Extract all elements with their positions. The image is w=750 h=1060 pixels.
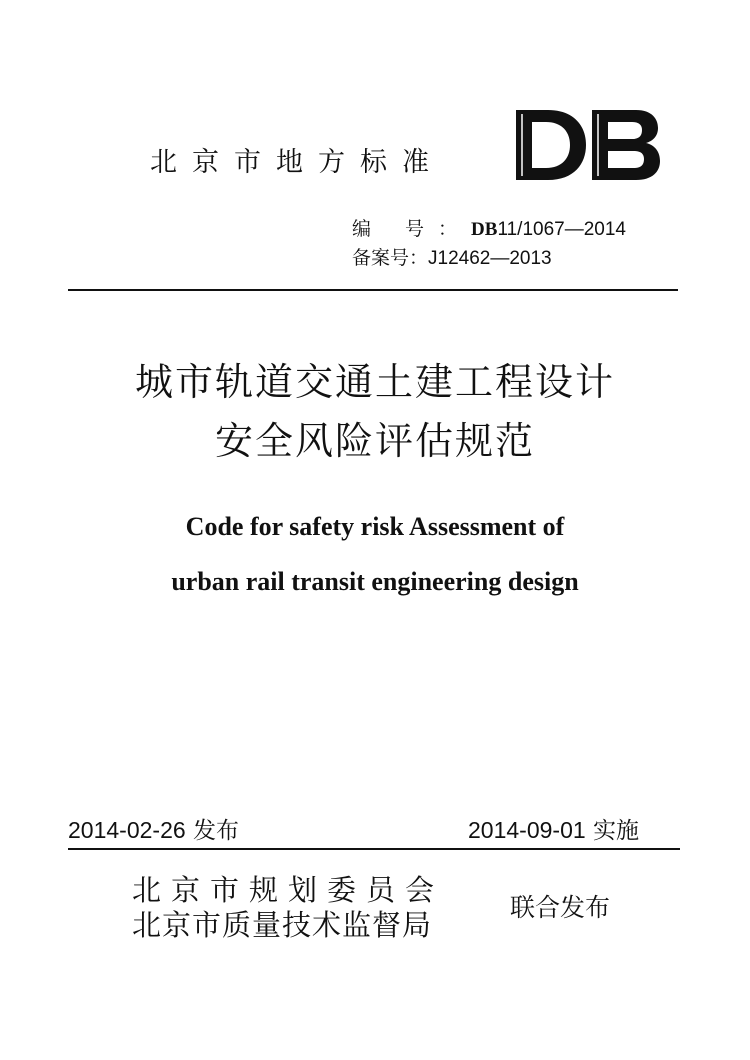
release-date-value: 2014-02-26 [68, 817, 186, 843]
effective-date-value: 2014-09-01 [468, 817, 586, 843]
issuer-quality-bureau: 北京市质量技术监督局 [132, 908, 433, 942]
title-en-line2: urban rail transit engineering design [171, 567, 579, 596]
standard-number [352, 217, 626, 242]
record-number [352, 246, 552, 271]
release-date [68, 815, 239, 846]
standard-type-heading: 北京市地方标准 [150, 147, 444, 178]
effective-date [468, 815, 639, 846]
effective-date-label: 实施 [592, 818, 639, 844]
standard-number-value: 11/1067—2014 [497, 219, 626, 240]
title-cn-line2: 安全风险评估规范 [214, 419, 535, 463]
record-number-label: 备案号： [352, 247, 429, 269]
joint-release-label: 联合发布 [510, 893, 611, 922]
standard-number-prefix: DB [471, 219, 498, 240]
bottom-divider [68, 848, 680, 850]
issuer-planning-commission: 北京市规划委员会 [132, 873, 445, 907]
title-cn-line1: 城市轨道交通土建工程设计 [134, 360, 615, 404]
release-date-label: 发布 [192, 818, 239, 844]
title-en-line1: Code for safety risk Assessment of [185, 512, 565, 541]
db-logo-icon [512, 108, 662, 182]
top-divider [68, 289, 678, 291]
record-number-value: J12462—2013 [428, 248, 552, 269]
standard-number-label: 编 号： [352, 218, 472, 240]
